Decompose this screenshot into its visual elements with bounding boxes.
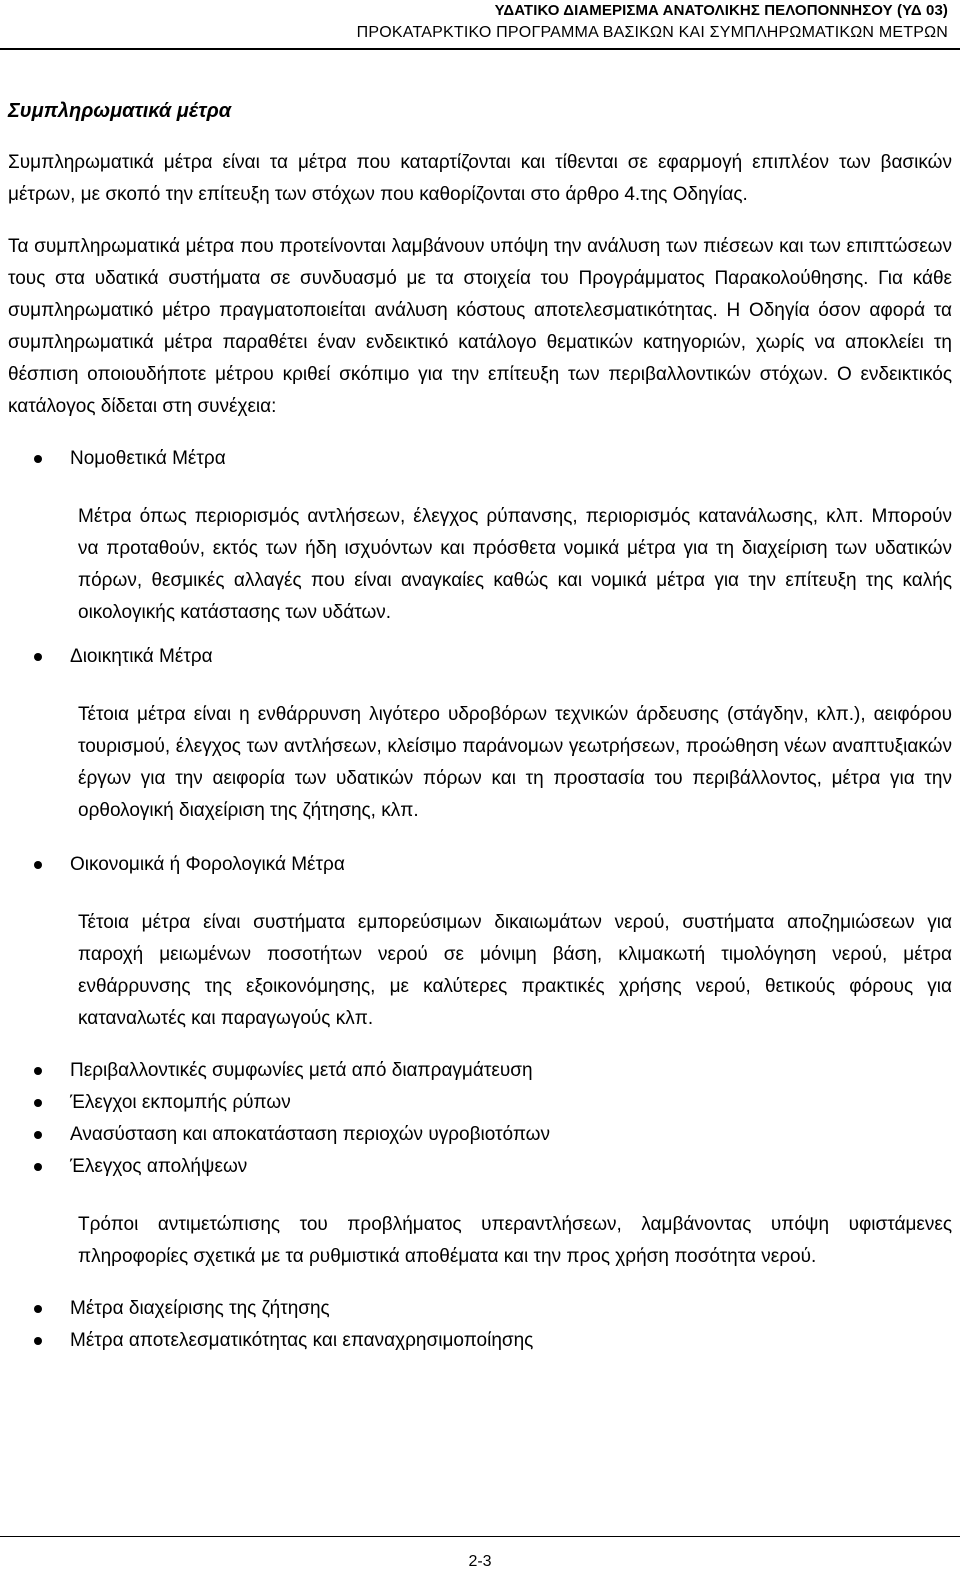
abstraction-control-description: Τρόποι αντιμετώπισης του προβλήματος υπεραντλήσεων, λαμβάνοντας υπόψη υφιστάμενες πληροφορίες σχετικά με τα ρυθμιστικά αποθέματα και την προς χρήση ποσότητα νερού.	[78, 1214, 952, 1267]
page-number: 2-3	[468, 1553, 492, 1570]
measures-list	[8, 1293, 952, 1357]
list-item	[8, 849, 952, 881]
administrative-measures-description: Τέτοια μέτρα είναι η ενθάρρυνση λιγότερο υδροβόρων τεχνικών άρδευσης (στάγδην, κλπ.), αειφόρου τουρισμού, έλεγχος των αντλήσεων, κλείσιμο παράνομων γεωτρήσεων, προώθηση νέων αναπτυξιακών έργων για την αειφορία των υδατικών πόρων και τη προστασία του περιβάλλοντος, μέτρα για την ορθολογική διαχείριση της ζήτησης, κλπ.	[78, 704, 952, 821]
wetland-restoration-label: Ανασύσταση και αποκατάσταση περιοχών υγροβιοτόπων	[70, 1124, 551, 1145]
list-item	[8, 1151, 952, 1183]
list-item	[8, 1325, 952, 1357]
demand-management-label: Μέτρα διαχείρισης της ζήτησης	[70, 1298, 330, 1319]
economic-measures-description: Τέτοια μέτρα είναι συστήματα εμπορεύσιμων δικαιωμάτων νερού, συστήματα αποζημιώσεων για παροχή μειωμένων ποσοτήτων νερού σε μόνιμη βάση, κλιμακωτή τιμολόγηση νερού, μέτρα ενθάρρυνσης της εξοικονόμησης, με καλύτερες πρακτικές χρήσης νερού, θετικούς φόρους για καταναλωτές και παραγωγούς κλπ.	[78, 912, 952, 1029]
list-item	[8, 1055, 952, 1087]
measures-list	[8, 849, 952, 881]
environmental-agreements-label: Περιβαλλοντικές συμφωνίες μετά από διαπραγμάτευση	[70, 1060, 533, 1081]
footer-divider	[0, 1536, 960, 1537]
legislative-measures-description: Μέτρα όπως περιορισμός αντλήσεων, έλεγχος ρύπανσης, περιορισμός κατανάλωσης, κλπ. Μπορούν να προταθούν, εκτός των ήδη ισχυόντων και πρόσθετα νομικά μέτρα για τη διαχείριση των υδατικών πόρων, θεσμικές αλλαγές που είναι αναγκαίες καθώς και νομικά μέτρα για την επίτευξη της καλής οικολογικής κατάστασης των υδάτων.	[78, 506, 952, 623]
bullet-icon	[34, 1131, 42, 1139]
description-paragraph: Τα συμπληρωματικά μέτρα που προτείνονται λαμβάνουν υπόψη την ανάλυση των πιέσεων και των επιπτώσεων τους στα υδατικά συστήματα σε συνδυασμό με τα στοιχεία του Προγράμματος Παρακολούθησης. Για κάθε συμπληρωματικό μέτρο πραγματοποιείται ανάλυση κόστους αποτελεσματικότητας. Η Οδηγία όσον αφορά τα συμπληρωματικά μέτρα παραθέτει έναν ενδεικτικό κατάλογο θεματικών κατηγοριών, χωρίς να αποκλείει τη θέσπιση οποιουδήποτε μέτρου κριθεί σκόπιμο για την επίτευξη των περιβαλλοντικών στόχων. Ο ενδεικτικός κατάλογος δίδεται στη συνέχεια:	[8, 236, 952, 417]
header-line-2: ΠΡΟΚΑΤΑΡΚΤΙΚΟ ΠΡΟΓΡΑΜΜΑ ΒΑΣΙΚΩΝ ΚΑΙ ΣΥΜΠΛΗΡΩΜΑΤΙΚΩΝ ΜΕΤΡΩΝ	[356, 24, 948, 41]
legislative-measures-label: Νομοθετικά Μέτρα	[70, 448, 226, 469]
bullet-icon	[34, 1099, 42, 1107]
economic-measures-label: Οικονομικά ή Φορολογικά Μέτρα	[70, 854, 345, 875]
document-body	[8, 95, 952, 1357]
measures-list	[8, 443, 952, 475]
page-header	[48, 0, 948, 44]
bullet-icon	[34, 455, 42, 463]
list-item	[8, 1119, 952, 1151]
measures-list	[8, 641, 952, 673]
bullet-icon	[34, 1337, 42, 1345]
header-line-1: ΥΔΑΤΙΚΟ ΔΙΑΜΕΡΙΣΜΑ ΑΝΑΤΟΛΙΚΗΣ ΠΕΛΟΠΟΝΝΗΣΟΥ (ΥΔ 03)	[494, 2, 948, 19]
list-item	[8, 1293, 952, 1325]
bullet-icon	[34, 653, 42, 661]
list-item	[8, 641, 952, 673]
list-item	[8, 1087, 952, 1119]
emission-controls-label: Έλεγχοι εκπομπής ρύπων	[70, 1092, 291, 1113]
bullet-icon	[34, 861, 42, 869]
intro-paragraph: Συμπληρωματικά μέτρα είναι τα μέτρα που καταρτίζονται και τίθενται σε εφαρμογή επιπλέον των βασικών μέτρων, με σκοπό την επίτευξη των στόχων που καθορίζονται στο άρθρο 4.της Οδηγίας.	[8, 152, 952, 205]
measures-list	[8, 1055, 952, 1183]
efficiency-reuse-label: Μέτρα αποτελεσματικότητας και επαναχρησιμοποίησης	[70, 1330, 534, 1351]
abstraction-control-label: Έλεγχος απολήψεων	[70, 1156, 248, 1177]
header-divider	[0, 48, 960, 50]
bullet-icon	[34, 1163, 42, 1171]
section-title: Συμπληρωματικά μέτρα	[8, 100, 232, 122]
administrative-measures-label: Διοικητικά Μέτρα	[70, 646, 213, 667]
bullet-icon	[34, 1067, 42, 1075]
list-item	[8, 443, 952, 475]
bullet-icon	[34, 1305, 42, 1313]
